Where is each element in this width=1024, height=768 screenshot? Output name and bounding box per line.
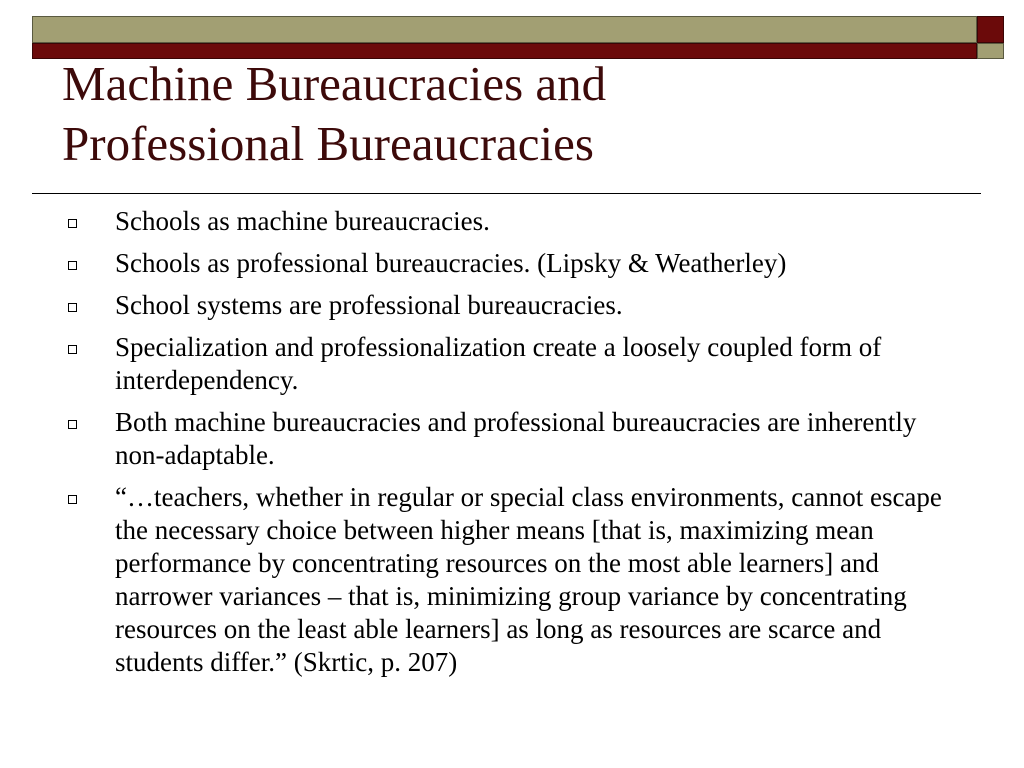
bullet-item [62, 205, 967, 238]
bullet-item [62, 331, 967, 397]
slide-title-line: Machine Bureaucracies and [62, 56, 607, 111]
hollow-square-icon [68, 261, 77, 270]
bullet-text: Specialization and professionalization create a loosely coupled form of interdependency. [115, 332, 882, 395]
header-bar-olive [32, 16, 977, 43]
bullet-item [62, 406, 967, 472]
bullet-text: Schools as professional bureaucracies. (Lipsky & Weatherley) [115, 248, 787, 278]
bullet-item [62, 247, 967, 280]
header-square-maroon [977, 16, 1004, 43]
slide-title [62, 54, 962, 174]
bullet-text: “…teachers, whether in regular or special class environments, cannot escape the necessary choice between higher means [that is, maximizing mean performance by concentrating resources on the most able learners] and narrower variances – that is, minimizing group variance by concentrating resources on the least able learners] as long as resources are scarce and students differ.” (Skrtic, p. 207) [115, 482, 942, 677]
hollow-square-icon [68, 495, 77, 504]
hollow-square-icon [68, 420, 77, 429]
bullet-item [62, 289, 967, 322]
hollow-square-icon [68, 219, 77, 228]
hollow-square-icon [68, 303, 77, 312]
slide-title-line: Professional Bureaucracies [62, 116, 594, 171]
header-square-olive [977, 43, 1004, 59]
bullet-text: Schools as machine bureaucracies. [115, 206, 490, 236]
title-divider [32, 193, 981, 194]
hollow-square-icon [68, 345, 77, 354]
bullet-text: School systems are professional bureaucracies. [115, 290, 623, 320]
bullet-text: Both machine bureaucracies and professional bureaucracies are inherently non-adaptable. [115, 407, 917, 470]
bullet-item [62, 481, 967, 679]
bullet-list [62, 205, 967, 688]
